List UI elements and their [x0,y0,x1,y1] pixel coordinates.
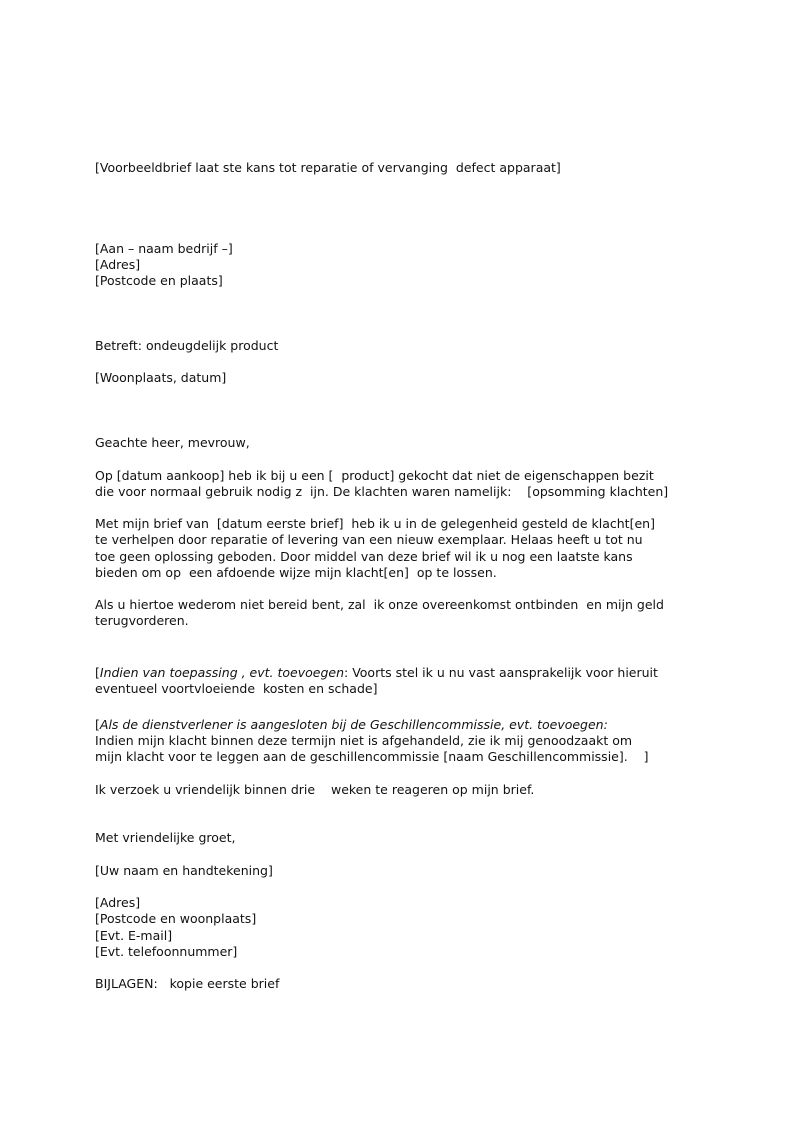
sender-postcode: [Postcode en woonplaats] [95,911,257,926]
recipient-name: [Aan – naam bedrijf –] [95,241,233,256]
paragraph-2-line: te verhelpen door reparatie of levering van een nieuw exemplaar. Helaas heeft u tot nu [95,532,643,547]
sender-address: [Adres] [95,895,141,910]
optional-clause-1 [95,665,658,681]
paragraph-3-line: Als u hiertoe wederom niet bereid bent, zal ik onze overeenkomst ontbinden en mijn geld [95,597,664,612]
request-line: Ik verzoek u vriendelijk binnen drie weken te reageren op mijn brief. [95,782,535,797]
paragraph-2-line: bieden om op een afdoende wijze mijn klacht[en] op te lossen. [95,565,497,580]
subject-line: Betreft: ondeugdelijk product [95,338,279,353]
paragraph-2-line: Met mijn brief van [datum eerste brief] heb ik u in de gelegenheid gesteld de klacht[en] [95,516,655,531]
bracket-open: [ [95,717,100,732]
optional-clause-2-note: Als de dienstverlener is aangesloten bij de Geschillencommissie, evt. toevoegen: [99,717,608,732]
optional-clause-2 [95,717,608,733]
sender-phone: [Evt. telefoonnummer] [95,944,238,959]
optional-clause-1-note: Indien van toepassing , evt. toevoegen [99,665,345,680]
closing: Met vriendelijke groet, [95,830,236,845]
place-date: [Woonplaats, datum] [95,370,227,385]
paragraph-2-line: toe geen oplossing geboden. Door middel van deze brief wil ik u nog een laatste kans [95,549,633,564]
recipient-postcode: [Postcode en plaats] [95,273,223,288]
letter-heading: [Voorbeeldbrief laat ste kans tot reparatie of vervanging defect apparaat] [95,160,561,175]
optional-clause-2-line: Indien mijn klacht binnen deze termijn niet is afgehandeld, zie ik mij genoodzaakt om [95,733,633,748]
sender-email: [Evt. E-mail] [95,928,173,943]
optional-clause-1-text: : Voorts stel ik u nu vast aansprakelijk voor hieruit [344,665,658,680]
paragraph-1-line: Op [datum aankoop] heb ik bij u een [ product] gekocht dat niet de eigenschappen bezit [95,468,654,483]
optional-clause-2-line: mijn klacht voor te leggen aan de geschillencommissie [naam Geschillencommissie]. ] [95,749,649,764]
optional-clause-1-line: eventueel voortvloeiende kosten en schade] [95,681,378,696]
paragraph-1-line: die voor normaal gebruik nodig z ijn. De klachten waren namelijk: [opsomming klachten] [95,484,669,499]
attachments-line: BIJLAGEN: kopie eerste brief [95,976,280,991]
paragraph-3-line: terugvorderen. [95,613,189,628]
recipient-address: [Adres] [95,257,141,272]
bracket-open: [ [95,665,100,680]
signature-placeholder: [Uw naam en handtekening] [95,863,273,878]
salutation: Geachte heer, mevrouw, [95,435,250,450]
